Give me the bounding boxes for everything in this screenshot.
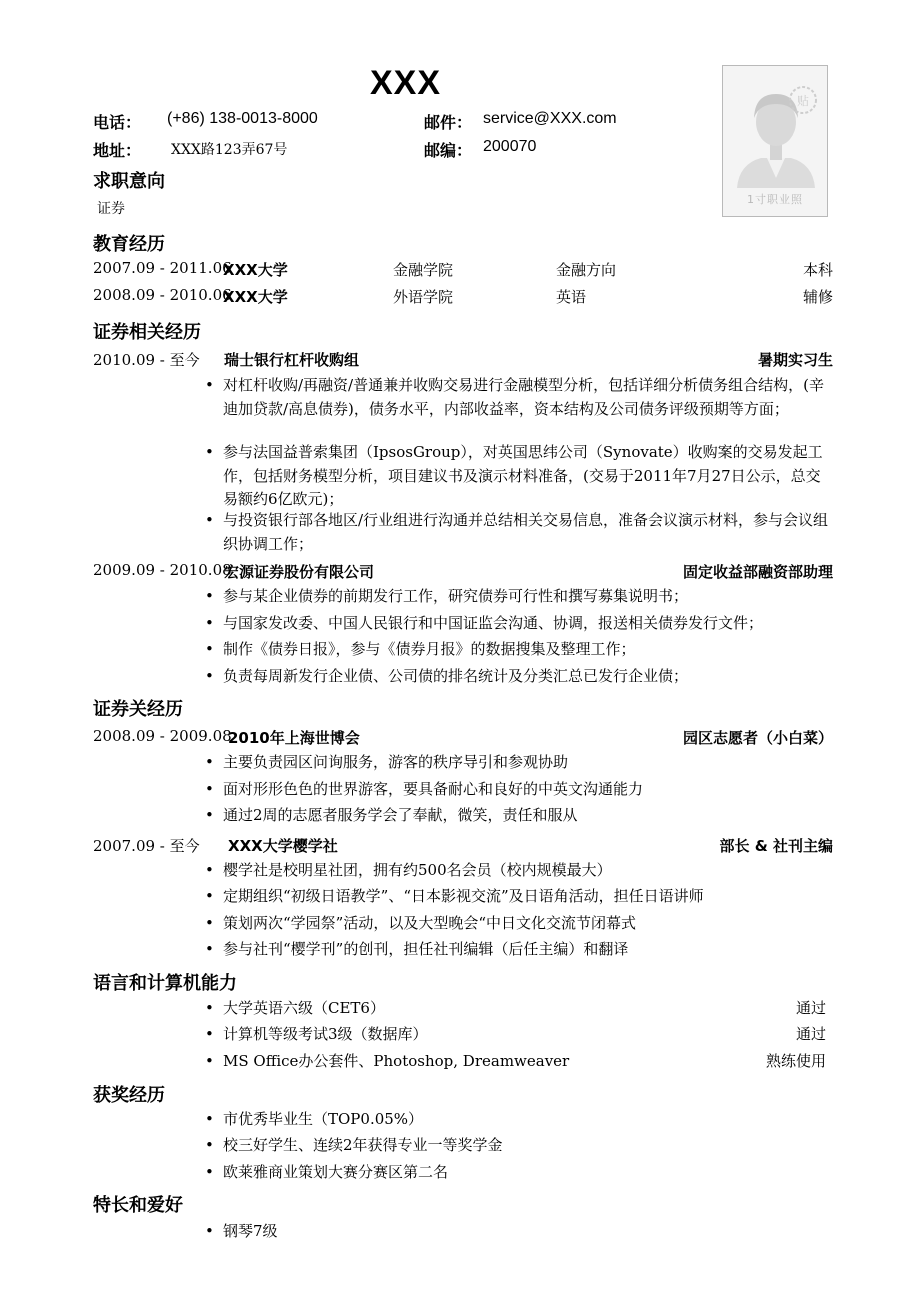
edu-period: 2008.09 - 2010.06 [93, 286, 232, 304]
objective-value: 证券 [97, 201, 125, 217]
zip-label: 邮编： [424, 141, 473, 160]
education-row [93, 286, 833, 308]
job-bullet: • 参与某企业债券的前期发行工作，研究债券可行性和撰写募集说明书； [207, 585, 832, 609]
activity-period: 2008.09 - 2009.08 [93, 727, 232, 745]
activity-bullet: • 参与社刊“樱学刊”的创刊，担任社刊编辑（后任主编）和翻译 [207, 938, 832, 962]
svg-text:贴: 贴 [796, 94, 810, 108]
job-role: 固定收益部融资部助理 [682, 563, 833, 581]
edu-school: XXX大学 [223, 261, 288, 279]
email-line [424, 110, 472, 133]
photo-placeholder [722, 65, 828, 217]
phone-line [93, 110, 141, 133]
activity-header [93, 835, 833, 857]
address-label: 地址： [93, 141, 142, 160]
phone-value: (+86) 138-0013-8000 [167, 110, 318, 127]
edu-period: 2007.09 - 2011.06 [93, 259, 232, 277]
objective-title: 求职意向 [93, 171, 165, 192]
edu-degree: 辅修 [802, 288, 833, 306]
job-bullet: • 对杠杆收购/再融资/普通兼并收购交易进行金融模型分析，包括详细分析债务组合结构，(辛迪加贷款/高息债券)，债务水平，内部收益率，资本结构及公司债务评级预期等方面； [207, 374, 832, 421]
job-bullet: • 负责每周新发行企业债、公司债的排名统计及分类汇总已发行企业债； [207, 665, 832, 689]
job-org: 宏源证券股份有限公司 [224, 563, 375, 581]
job-bullet: • 与国家发改委、中国人民银行和中国证监会沟通、协调，报送相关债券发行文件； [207, 612, 832, 636]
activity-role: 部长 & 社刊主编 [719, 837, 833, 855]
job-bullet: • 制作《债券日报》，参与《债券月报》的数据搜集及整理工作； [207, 638, 832, 662]
activity-bullet: • 樱学社是校明星社团，拥有约500名会员（校内规模最大） [207, 859, 832, 883]
skill-item: • 计算机等级考试3级（数据库） [207, 1023, 832, 1047]
job-role: 暑期实习生 [757, 351, 833, 369]
activity-bullet: • 策划两次“学园祭”活动，以及大型晚会“中日文化交流节闭幕式 [207, 912, 832, 936]
job-period: 2009.09 - 2010.08 [93, 561, 232, 579]
candidate-name: XXX [370, 64, 442, 102]
job-bullet: • 参与法国益普索集团（IpsosGroup），对英国思纬公司（Synovate）收购案的交易发起工作，包括财务模型分析，项目建议书及演示材料准备，(交易于2011年7月27日公示，总交易额约6亿欧元)； [207, 441, 832, 512]
awards-title: 获奖经历 [93, 1085, 165, 1106]
activity-bullet: • 面对形形色色的世界游客，要具备耐心和良好的中英文沟通能力 [207, 778, 832, 802]
job-header [93, 349, 833, 371]
job-header [93, 561, 833, 583]
activity-bullet: • 定期组织“初级日语教学”、“日本影视交流”及日语角活动，担任日语讲师 [207, 885, 832, 909]
edu-major: 金融方向 [556, 261, 617, 279]
address-value: XXX路123弄67号 [171, 142, 288, 158]
edu-college: 金融学院 [393, 261, 454, 279]
zip-value: 200070 [483, 138, 537, 155]
activity-header [93, 727, 833, 749]
skill-item: • MS Office办公套件、Photoshop, Dreamweaver [207, 1050, 832, 1074]
job-bullet: • 与投资银行部各地区/行业组进行沟通并总结相关交易信息，准备会议演示材料，参与会议组织协调工作； [207, 509, 832, 556]
award-item: • 市优秀毕业生（TOP0.05%） [207, 1108, 832, 1132]
hobbies-title: 特长和爱好 [93, 1195, 183, 1216]
address-line [93, 138, 141, 161]
award-item: • 欧莱雅商业策划大赛分赛区第二名 [207, 1161, 832, 1185]
edu-school: XXX大学 [223, 288, 288, 306]
edu-degree: 本科 [802, 261, 833, 279]
edu-major: 英语 [556, 288, 587, 306]
zip-line [424, 138, 472, 161]
email-label: 邮件： [424, 113, 473, 132]
activity-period: 2007.09 - 至今 [93, 837, 200, 855]
education-row [93, 259, 833, 281]
skill-level: 通过 [795, 1025, 826, 1043]
activity-bullet: • 通过2周的志愿者服务学会了奉献，微笑，责任和服从 [207, 804, 832, 828]
activity-org: 2010年上海世博会 [228, 729, 360, 747]
photo-caption: 1寸职业照 [747, 193, 803, 206]
job-period: 2010.09 - 至今 [93, 351, 200, 369]
activity-bullet: • 主要负责园区问询服务，游客的秩序导引和参观协助 [207, 751, 832, 775]
phone-label: 电话： [93, 113, 142, 132]
job-org: 瑞士银行杠杆收购组 [224, 351, 360, 369]
award-item: • 校三好学生、连续2年获得专业一等奖学金 [207, 1134, 832, 1158]
hobby-item: • 钢琴7级 [207, 1220, 832, 1244]
skill-level: 熟练使用 [765, 1052, 826, 1070]
education-title: 教育经历 [93, 234, 165, 255]
edu-college: 外语学院 [393, 288, 454, 306]
skill-level: 通过 [795, 999, 826, 1017]
experience-title: 证券相关经历 [93, 322, 201, 343]
skill-item: • 大学英语六级（CET6） [207, 997, 832, 1021]
other-experience-title: 证券关经历 [93, 699, 183, 720]
email-value: service@XXX.com [483, 110, 617, 127]
activity-role: 园区志愿者（小白菜） [682, 729, 833, 747]
activity-org: XXX大学樱学社 [228, 837, 338, 855]
skills-title: 语言和计算机能力 [93, 973, 237, 994]
